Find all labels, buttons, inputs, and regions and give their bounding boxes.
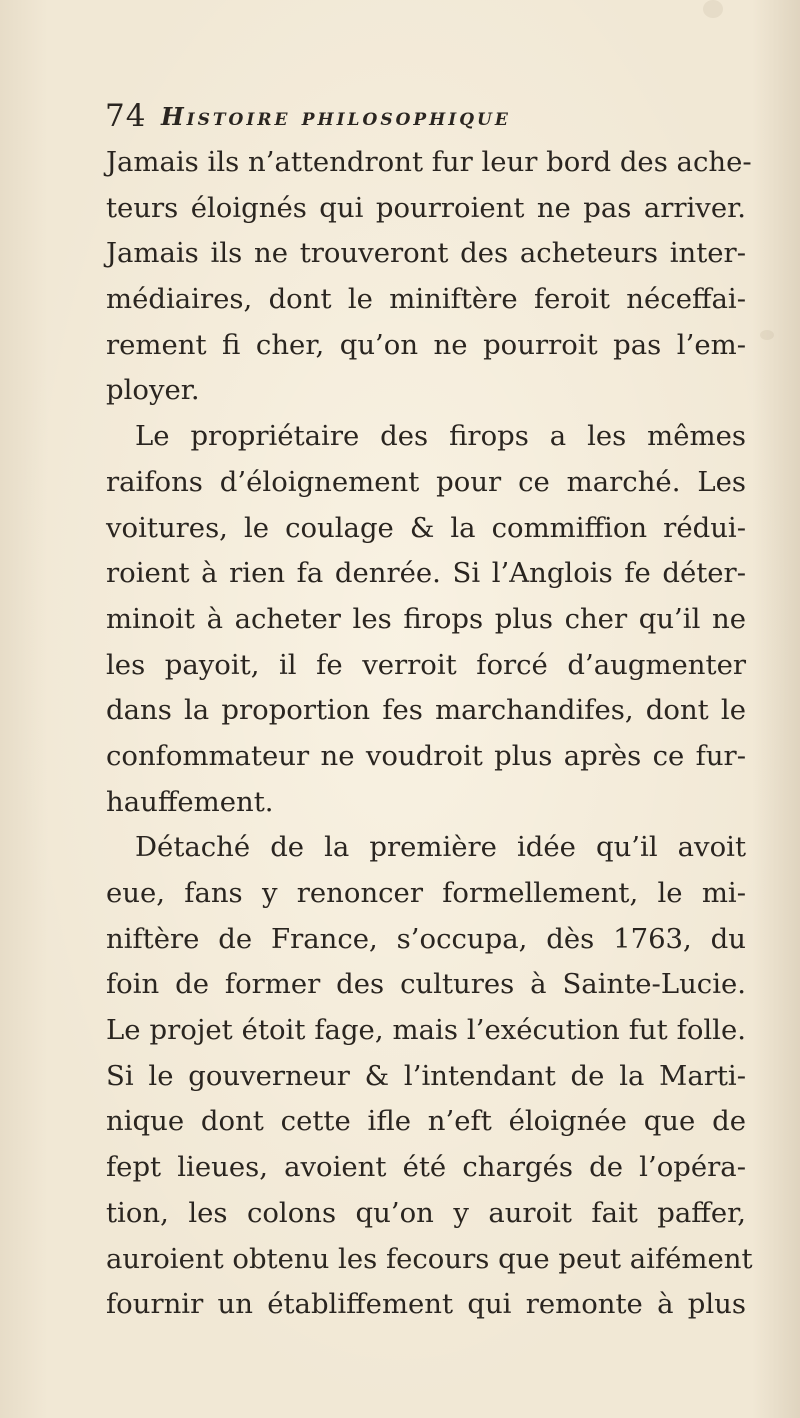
text-line: teurs éloignés qui pourroient ne pas arriver.	[106, 191, 746, 224]
paper-stain	[703, 0, 723, 18]
text-line: raifons d’éloignement pour ce marché. Les	[106, 465, 746, 498]
text-line: minoit à acheter les firops plus cher qu’il ne	[106, 602, 746, 635]
running-title: Histoire philosophique	[161, 102, 511, 131]
text-line: rement fi cher, qu’on ne pourroit pas l’em-	[106, 328, 746, 361]
text-line: roient à rien fa denrée. Si l’Anglois fe déter-	[106, 557, 746, 590]
text-line: foin de former des cultures à Sainte-Lucie.	[106, 968, 746, 1001]
text-line: les payoit, il fe verroit forcé d’augmenter	[106, 648, 746, 681]
text-line: Jamais ils n’attendront fur leur bord des ache-	[106, 146, 752, 178]
body-text	[106, 140, 753, 1328]
text-line: niftère de France, s’occupa, dès 1763, du	[106, 922, 746, 955]
text-line: nique dont cette ifle n’eft éloignée que de	[106, 1105, 746, 1138]
text-line: confommateur ne voudroit plus après ce fur-	[106, 739, 746, 772]
text-line: eue, fans y renoncer formellement, le mi-	[106, 877, 746, 909]
page-number: 74	[105, 98, 147, 134]
text-line: voitures, le coulage & la commiffion rédui-	[106, 511, 746, 544]
text-line: Détaché de la première idée qu’il avoit	[135, 831, 746, 864]
text-line: Si le gouverneur & l’intendant de la Marti-	[106, 1059, 746, 1092]
text-line: dans la proportion fes marchandifes, dont le	[106, 694, 746, 727]
text-line: Le projet étoit fage, mais l’exécution fut folle.	[106, 1014, 746, 1047]
text-line: ployer.	[106, 374, 200, 407]
text-line: Jamais ils ne trouveront des acheteurs inter-	[106, 237, 746, 270]
text-line: médiaires, dont le miniftère feroit néceffai-	[106, 283, 746, 316]
text-line: auroient obtenu les fecours que peut aifément	[106, 1242, 753, 1275]
text-line: fournir un établiffement qui remonte à plus	[106, 1288, 746, 1321]
text-line: Le propriétaire des firops a les mêmes	[135, 420, 746, 453]
page-header	[105, 96, 745, 142]
text-line: hauffement.	[106, 785, 274, 818]
text-line: fept lieues, avoient été chargés de l’opéra-	[106, 1151, 746, 1184]
paper-stain	[760, 330, 774, 340]
text-line: tion, les colons qu’on y auroit fait paffer,	[106, 1196, 746, 1229]
